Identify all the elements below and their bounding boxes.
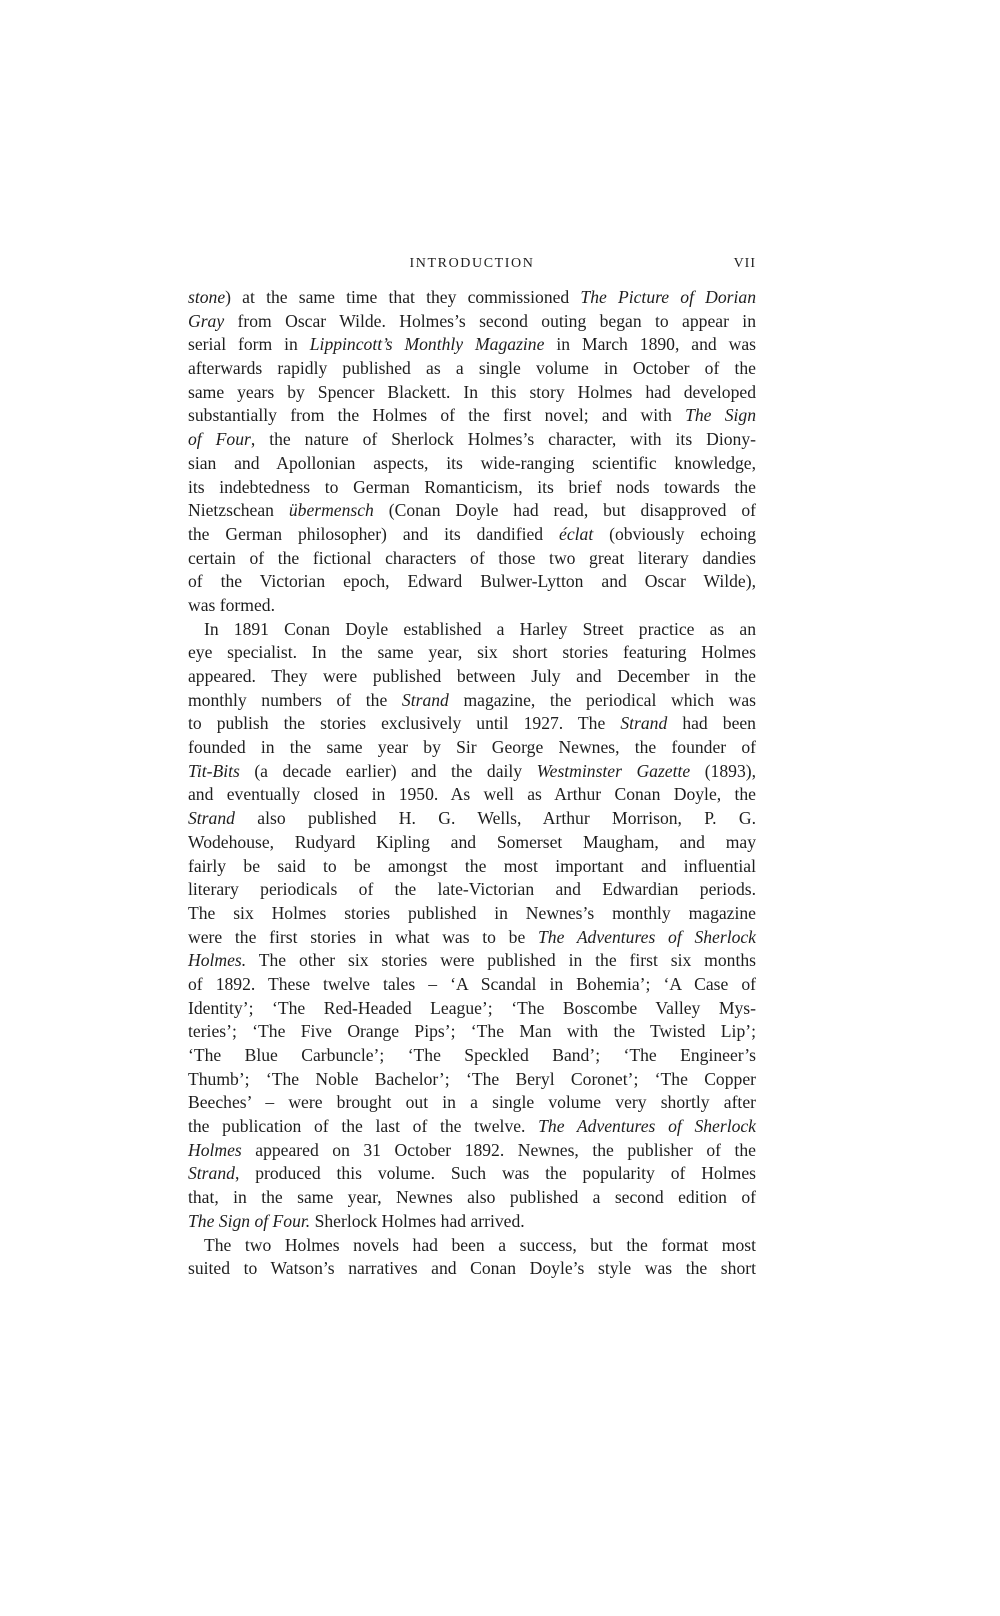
text-line <box>188 641 756 665</box>
text-line <box>188 1234 756 1258</box>
text-line <box>188 570 756 594</box>
text-line <box>188 973 756 997</box>
text-line <box>188 902 756 926</box>
text-line <box>188 357 756 381</box>
italic-text: übermensch <box>288 500 374 521</box>
text-segment: magazine, the periodical which was <box>448 689 756 710</box>
text-segment: founded in the same year by Sir George Newnes, the founder of <box>188 737 756 758</box>
text-segment: appeared on 31 October 1892. Newnes, the publisher of the <box>241 1139 756 1160</box>
text-segment: , produced this volume. Such was the popularity of Holmes <box>234 1163 756 1184</box>
text-line <box>188 997 756 1021</box>
italic-text: Westminster Gazette <box>536 760 691 781</box>
text-line <box>188 878 756 902</box>
text-segment: fairly be said to be amongst the most important and influential <box>188 855 756 876</box>
text-segment: Beeches’ – were brought out in a single volume very shortly after <box>188 1092 756 1113</box>
text-line <box>188 381 756 405</box>
text-segment: The other six stories were published in the first six months <box>246 950 756 971</box>
text-line <box>188 452 756 476</box>
text-segment: ‘The Blue Carbuncle’; ‘The Speckled Band’; ‘The Engineer’s <box>188 1045 756 1065</box>
text-line <box>188 1162 756 1186</box>
text-segment: was formed. <box>188 594 275 615</box>
text-line <box>188 1091 756 1115</box>
italic-text: Tit-Bits <box>188 760 240 781</box>
text-segment: to publish the stories exclusively until 1927. The <box>188 713 621 734</box>
running-head <box>188 254 756 276</box>
text-line <box>188 1186 756 1210</box>
italic-text: Holmes. <box>188 950 247 971</box>
text-segment: the publication of the last of the twelve. <box>188 1116 539 1137</box>
text-segment: substantially from the Holmes of the first novel; and with <box>188 405 686 426</box>
text-line <box>188 547 756 571</box>
italic-text: The Adventures of Sherlock <box>538 926 756 947</box>
text-line <box>188 783 756 807</box>
text-segment: Thumb’; ‘The Noble Bachelor’; ‘The Beryl Coronet’; ‘The Copper <box>188 1068 756 1089</box>
text-line <box>188 1139 756 1163</box>
text-segment: sian and Apollonian aspects, its wide-ranging scientific knowledge, <box>188 452 756 473</box>
text-line <box>188 404 756 428</box>
running-head-title: INTRODUCTION <box>409 256 535 271</box>
text-line <box>188 831 756 855</box>
italic-text: Strand <box>401 689 449 710</box>
text-segment: were the first stories in what was to be <box>188 926 539 947</box>
text-segment: Sherlock Holmes had arrived. <box>310 1210 525 1231</box>
text-line <box>188 428 756 452</box>
italic-text: Strand <box>188 808 235 829</box>
text-line <box>188 949 756 973</box>
italic-text: stone <box>188 287 226 307</box>
italic-text: éclat <box>559 523 594 544</box>
text-line <box>188 333 756 357</box>
text-line <box>188 499 756 523</box>
text-line <box>188 1044 756 1068</box>
text-segment: had been <box>667 713 756 734</box>
text-segment: the German philosopher) and its dandified <box>188 523 560 544</box>
body-text <box>188 286 756 1281</box>
italic-text: Lippincott’s Monthly Magazine <box>309 334 545 355</box>
text-line <box>188 618 756 642</box>
text-segment: Wodehouse, Rudyard Kipling and Somerset Maugham, and may <box>188 831 756 852</box>
text-line <box>188 855 756 879</box>
text-segment: The six Holmes stories published in Newnes’s monthly magazine <box>188 902 756 923</box>
text-line <box>188 1020 756 1044</box>
text-segment: (1893), <box>690 760 756 781</box>
text-line <box>188 1257 756 1281</box>
text-segment: same years by Spencer Blackett. In this story Holmes had developed <box>188 381 756 402</box>
italic-text: Holmes <box>188 1139 242 1160</box>
italic-text: Gray <box>188 310 225 331</box>
text-segment: of the Victorian epoch, Edward Bulwer-Lytton and Oscar Wilde), <box>188 571 756 592</box>
text-line <box>188 665 756 689</box>
text-segment: also published H. G. Wells, Arthur Morrison, P. G. <box>234 808 756 829</box>
page-number: VII <box>733 256 756 271</box>
text-line <box>188 310 756 334</box>
italic-text: Strand <box>188 1163 235 1184</box>
text-segment: In 1891 Conan Doyle established a Harley Street practice as an <box>204 618 756 639</box>
text-segment: its indebtedness to German Romanticism, its brief nods towards the <box>188 476 756 497</box>
text-segment: , the nature of Sherlock Holmes’s character, with its Diony- <box>250 429 756 450</box>
text-segment: ) at the same time that they commissioned <box>225 287 581 307</box>
text-line <box>188 1068 756 1092</box>
text-segment: monthly numbers of the <box>188 689 402 710</box>
italic-text: Strand <box>620 713 668 734</box>
text-line <box>188 926 756 950</box>
text-segment: of 1892. These twelve tales – ‘A Scandal in Bohemia’; ‘A Case of <box>188 973 756 994</box>
text-segment: that, in the same year, Newnes also published a second edition of <box>188 1187 756 1208</box>
text-segment: from Oscar Wilde. Holmes’s second outing began to appear in <box>224 310 756 331</box>
text-line <box>188 760 756 784</box>
text-segment: afterwards rapidly published as a single volume in October of the <box>188 358 756 379</box>
italic-text: The Picture of Dorian <box>580 287 756 307</box>
text-segment: The two Holmes novels had been a success, but the format most <box>204 1234 756 1255</box>
text-segment: in March 1890, and was <box>544 334 756 355</box>
book-page <box>188 254 756 1281</box>
text-line <box>188 476 756 500</box>
text-segment: Nietzschean <box>188 500 289 521</box>
text-line <box>188 594 756 618</box>
text-segment: Identity’; ‘The Red-Headed League’; ‘The Boscombe Valley Mys- <box>188 997 756 1018</box>
text-segment: literary periodicals of the late-Victorian and Edwardian periods. <box>188 879 756 900</box>
text-segment: eye specialist. In the same year, six short stories featuring Holmes <box>188 642 756 663</box>
text-line <box>188 523 756 547</box>
text-line <box>188 286 756 310</box>
italic-text: The Sign <box>685 405 756 426</box>
text-segment: (a decade earlier) and the daily <box>239 760 537 781</box>
text-segment: certain of the fictional characters of those two great literary dandies <box>188 547 756 568</box>
italic-text: The Sign of Four. <box>188 1210 311 1231</box>
italic-text: of Four <box>188 429 251 450</box>
text-line <box>188 712 756 736</box>
text-line <box>188 1210 756 1234</box>
italic-text: The Adventures of Sherlock <box>538 1116 756 1137</box>
text-line <box>188 736 756 760</box>
text-line <box>188 807 756 831</box>
text-segment: (obviously echoing <box>593 523 756 544</box>
text-segment: serial form in <box>188 334 310 355</box>
text-line <box>188 689 756 713</box>
text-segment: suited to Watson’s narratives and Conan Doyle’s style was the short <box>188 1258 756 1279</box>
text-segment: and eventually closed in 1950. As well as Arthur Conan Doyle, the <box>188 784 756 805</box>
text-segment: (Conan Doyle had read, but disapproved of <box>373 500 756 521</box>
text-line <box>188 1115 756 1139</box>
text-segment: appeared. They were published between July and December in the <box>188 666 756 686</box>
text-segment: teries’; ‘The Five Orange Pips’; ‘The Man with the Twisted Lip’; <box>188 1021 756 1042</box>
